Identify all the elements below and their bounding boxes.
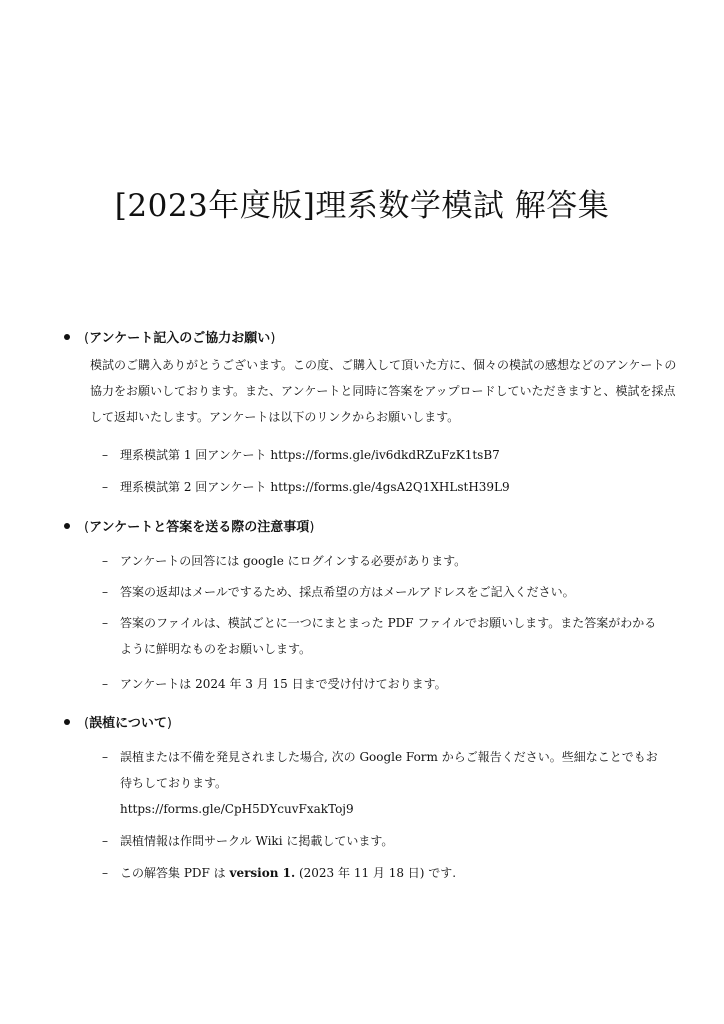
errata-heading: 誤植について — [89, 716, 167, 731]
section-errata — [84, 712, 684, 731]
section-survey — [84, 327, 684, 430]
version-pre: この解答集 PDF は — [120, 866, 230, 880]
dash-icon: – — [102, 866, 108, 880]
note-text: アンケートの回答には google にログインする必要があります。 — [120, 554, 467, 568]
note-text: 答案の返却はメールでするため、採点希望の方はメールアドレスをご記入ください。 — [120, 585, 575, 599]
dash-icon: – — [102, 448, 108, 462]
dash-icon: – — [102, 554, 108, 568]
dash-icon: – — [102, 834, 108, 848]
section-heading: (誤植について) — [84, 712, 684, 731]
list-item — [102, 442, 668, 468]
list-item — [102, 671, 668, 697]
version-number: version 1. — [229, 866, 296, 880]
errata-form-link[interactable]: https://forms.gle/CpH5DYcuvFxakToj9 — [120, 802, 354, 816]
notes-heading: アンケートと答案を送る際の注意事項 — [89, 520, 310, 535]
bullet-icon — [64, 523, 70, 529]
list-item — [102, 744, 668, 822]
dash-icon: – — [102, 585, 108, 599]
bullet-icon — [64, 334, 70, 340]
section-notes — [84, 516, 684, 535]
dash-icon: – — [102, 616, 108, 630]
list-item — [102, 474, 668, 500]
survey-link-1[interactable]: 理系模試第 1 回アンケート https://forms.gle/iv6dkdRZuFzK1tsB7 — [120, 448, 500, 462]
dash-icon: – — [102, 750, 108, 764]
section-heading: (アンケートと答案を送る際の注意事項) — [84, 516, 684, 535]
dash-icon: – — [102, 677, 108, 691]
dash-icon: – — [102, 480, 108, 494]
errata-wiki-text: 誤植情報は作問サークル Wiki に掲載しています。 — [120, 834, 394, 848]
page-title: [2023年度版]理系数学模試 解答集 — [114, 188, 610, 224]
list-item — [102, 828, 668, 854]
list-item — [102, 548, 668, 574]
bullet-icon — [64, 719, 70, 725]
errata-text: 誤植または不備を発見されました場合, 次の Google Form からご報告ください。些細なことでもお待ちしております。 — [120, 750, 658, 790]
version-post: (2023 年 11 月 18 日) です. — [295, 866, 457, 880]
survey-heading: アンケート記入のご協力お願い — [89, 331, 271, 346]
survey-paragraph: 模試のご購入ありがとうございます。この度、ご購入して頂いた方に、個々の模試の感想などのアンケートの協力をお願いしております。また、アンケートと同時に答案をアップロードしていただきますと、模試を採点して返却いたします。アンケートは以下のリンクからお願いします。 — [90, 358, 677, 424]
section-heading: (アンケート記入のご協力お願い) — [84, 327, 684, 346]
list-item — [102, 860, 668, 886]
note-text: 答案のファイルは、模試ごとに一つにまとまった PDF ファイルでお願いします。また答案がわかるように鮮明なものをお願いします。 — [120, 616, 657, 656]
list-item — [102, 579, 668, 605]
note-text: アンケートは 2024 年 3 月 15 日まで受け付けております。 — [120, 677, 447, 691]
list-item — [102, 610, 668, 662]
survey-link-2[interactable]: 理系模試第 2 回アンケート https://forms.gle/4gsA2Q1XHLstH39L9 — [120, 480, 510, 494]
